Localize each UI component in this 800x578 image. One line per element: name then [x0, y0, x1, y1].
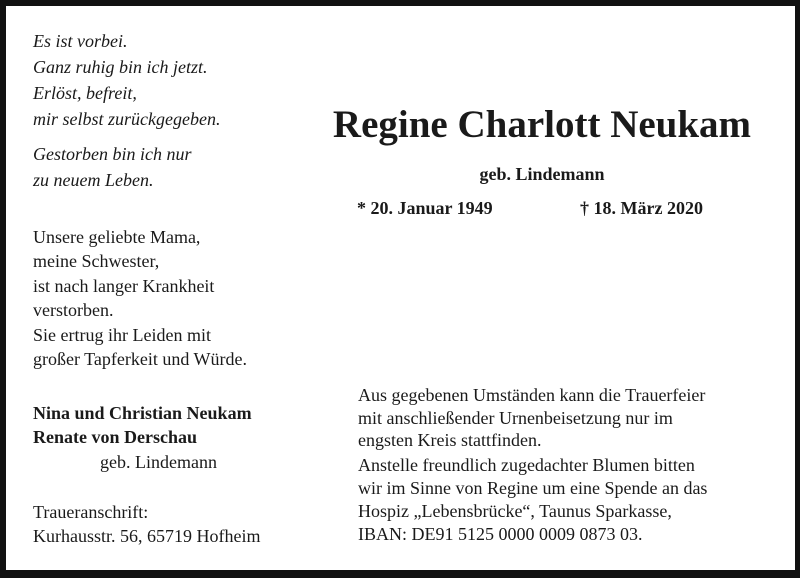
mourner: Nina und Christian Neukam [33, 403, 252, 423]
address-label: Traueranschrift: [33, 502, 149, 522]
note-line: engsten Kreis stattfinden. [358, 430, 542, 450]
poem-line: Gestorben bin ich nur [33, 144, 192, 164]
poem-line: Erlöst, befreit, [33, 83, 137, 103]
message-line: Unsere geliebte Mama, [33, 227, 201, 247]
note-line: Anstelle freundlich zugedachter Blumen bitten [358, 455, 695, 475]
mourner-maiden-name: geb. Lindemann [100, 452, 217, 472]
death-date: † 18. März 2020 [580, 198, 703, 218]
message-line: meine Schwester, [33, 251, 160, 271]
note-line: mit anschließender Urnenbeisetzung nur im [358, 408, 673, 428]
poem-line: mir selbst zurückgegeben. [33, 109, 221, 129]
maiden-name: geb. Lindemann [479, 164, 605, 184]
message-line: ist nach langer Krankheit [33, 276, 215, 296]
poem-line: Ganz ruhig bin ich jetzt. [33, 57, 208, 77]
message-line: großer Tapferkeit und Würde. [33, 349, 247, 369]
poem-line: Es ist vorbei. [33, 31, 128, 51]
note-line: wir im Sinne von Regine um eine Spende an das [358, 478, 708, 498]
message-line: verstorben. [33, 300, 114, 320]
note-line: Aus gegebenen Umständen kann die Trauerfeier [358, 385, 706, 405]
deceased-name: Regine Charlott Neukam [332, 103, 752, 146]
mourner: Renate von Derschau [33, 427, 197, 447]
address: Kurhausstr. 56, 65719 Hofheim [33, 526, 261, 546]
note-line: Hospiz „Lebensbrücke“, Taunus Sparkasse, [358, 501, 672, 521]
message-line: Sie ertrug ihr Leiden mit [33, 325, 211, 345]
poem-line: zu neuem Leben. [33, 170, 154, 190]
note-line: IBAN: DE91 5125 0000 0009 0873 03. [358, 524, 643, 544]
birth-date: * 20. Januar 1949 [357, 198, 493, 218]
